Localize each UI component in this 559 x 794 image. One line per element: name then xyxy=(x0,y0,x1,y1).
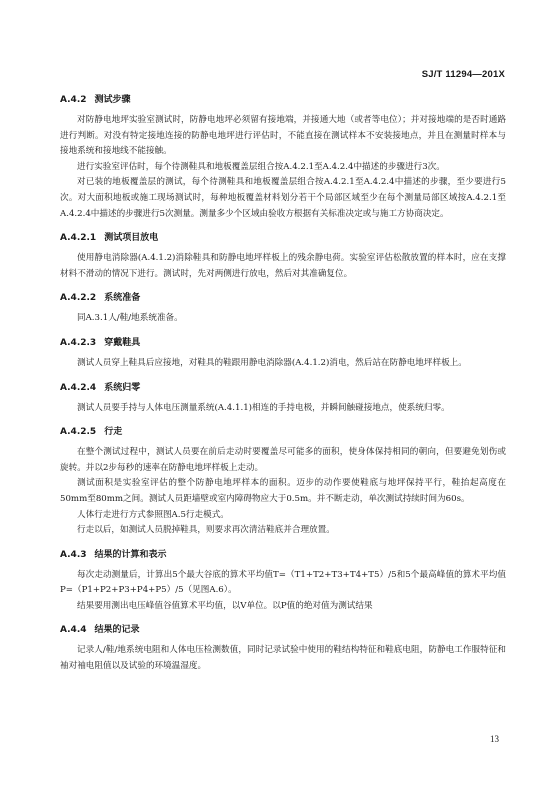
paragraph: 在整个测试过程中，测试人员要在前后走动时要覆盖尽可能多的面积，使身体保持相同的朝向，但要避免划伤或旋转。并以2步每秒的速率在防静电地坪样板上走动。 xyxy=(60,447,506,473)
paragraph: 每次走动测量后，计算出5个最大谷底的算术平均值T=（T1+T2+T3+T4+T5）/5和5个最高峰值的算术平均值P=（P1+P2+P3+P4+P5）/5（见图A.6）。 xyxy=(60,569,506,596)
section-title: 行走 xyxy=(104,427,123,438)
section-number: A.4.3 xyxy=(60,549,87,560)
section-number: A.4.2.1 xyxy=(60,233,97,244)
paragraph: 进行实验室评估时，每个待测鞋具和地板覆盖层组合按A.4.2.1至A.4.2.4中描述的步骤进行3次。 xyxy=(77,161,445,172)
document-body xyxy=(60,93,506,675)
section-title: 结果的记录 xyxy=(94,625,140,636)
heading-a-4-2-3 xyxy=(60,336,506,350)
page-number: 13 xyxy=(490,734,499,744)
section-title: 穿戴鞋具 xyxy=(104,337,141,348)
paragraph: 记录人/鞋/地系统电阻和人体电压检测数值，同时记录试验中使用的鞋结构特征和鞋底电阻，防静电工作服特征和袖对袖电阻值以及试验的环境温湿度。 xyxy=(60,645,506,672)
section-number: A.4.2.5 xyxy=(60,427,97,438)
paragraph: 使用静电消除器(A.4.1.2)消除鞋具和防静电地坪样板上的残余静电荷。实验室评估松散放置的样本时，应在支撑材料不滑动的情况下进行。测试时，先对两侧进行放电，然后对其准确复位。 xyxy=(60,253,506,279)
heading-a-4-4 xyxy=(60,623,506,637)
paragraph: 对防静电地坪实验室测试时，防静电地坪必须留有接地端，并接通大地（或者等电位）；并对接地端的是否时通路进行判断。对没有特定接地连接的防静电地坪进行评估时，不能直接在测试样本不安装接地点，并且在测量时样本与接地系统和接地线不能接触。 xyxy=(60,115,506,157)
section-title: 测试项目放电 xyxy=(104,233,159,244)
standard-code: SJ/T 11294—201X xyxy=(421,69,505,80)
heading-a-4-2-2 xyxy=(60,291,506,305)
paragraph: 人体行走进行方式参照图A.5行走模式。 xyxy=(77,509,229,520)
paragraph: 同A.3.1人/鞋/地系统准备。 xyxy=(77,313,183,324)
heading-a-4-2-5 xyxy=(60,425,506,439)
section-number: A.4.2.3 xyxy=(60,337,97,348)
section-title: 系统归零 xyxy=(104,382,141,393)
heading-a-4-3 xyxy=(60,548,506,562)
section-number: A.4.4 xyxy=(60,625,87,636)
paragraph: 测试面积是实验室评估的整个防静电地坪样本的面积。迈步的动作要使鞋底与地坪保持平行，鞋抬起高度在50mm至80mm之间。测试人员距墙壁或室内障碍物应大于0.5m。并不断走动，单次测试持续时间为60s。 xyxy=(60,478,506,504)
section-number: A.4.2 xyxy=(60,95,87,105)
section-title: 结果的计算和表示 xyxy=(94,549,167,560)
section-title: 系统准备 xyxy=(104,293,141,304)
paragraph: 测试人员穿上鞋具后应接地，对鞋具的鞋跟用静电消除器(A.4.1.2)消电，然后站在防静电地坪样板上。 xyxy=(77,357,467,368)
heading-a-4-2 xyxy=(60,93,506,107)
paragraph: 结果要用测出电压峰值谷值算术平均值，以V单位。以P值的绝对值为测试结果 xyxy=(77,600,373,611)
section-number: A.4.2.4 xyxy=(60,382,97,393)
paragraph: 对已装的地板覆盖层的测试，每个待测鞋具和地板覆盖层组合按A.4.2.1至A.4.2.4中描述的步骤，至少要进行5次。对大面积地板或施工现场测试时，每种地板覆盖材料划分若干个局部区域至少在每个测量局部区域按A.4.2.1至A.4.2.4中描述的步骤进行5次测量。测量多少个区域由验收方根据有关标准决定或与施工方协商决定。 xyxy=(60,177,506,219)
heading-a-4-2-1 xyxy=(60,231,506,245)
section-number: A.4.2.2 xyxy=(60,293,97,304)
paragraph: 行走以后，如测试人员脱掉鞋具，则要求再次清洁鞋底并合理放置。 xyxy=(77,525,335,536)
section-title: 测试步骤 xyxy=(94,95,131,105)
heading-a-4-2-4 xyxy=(60,381,506,395)
paragraph: 测试人员要手持与人体电压测量系统(A.4.1.1)相连的手持电极，并瞬间触碰接地点，使系统归零。 xyxy=(77,402,450,413)
